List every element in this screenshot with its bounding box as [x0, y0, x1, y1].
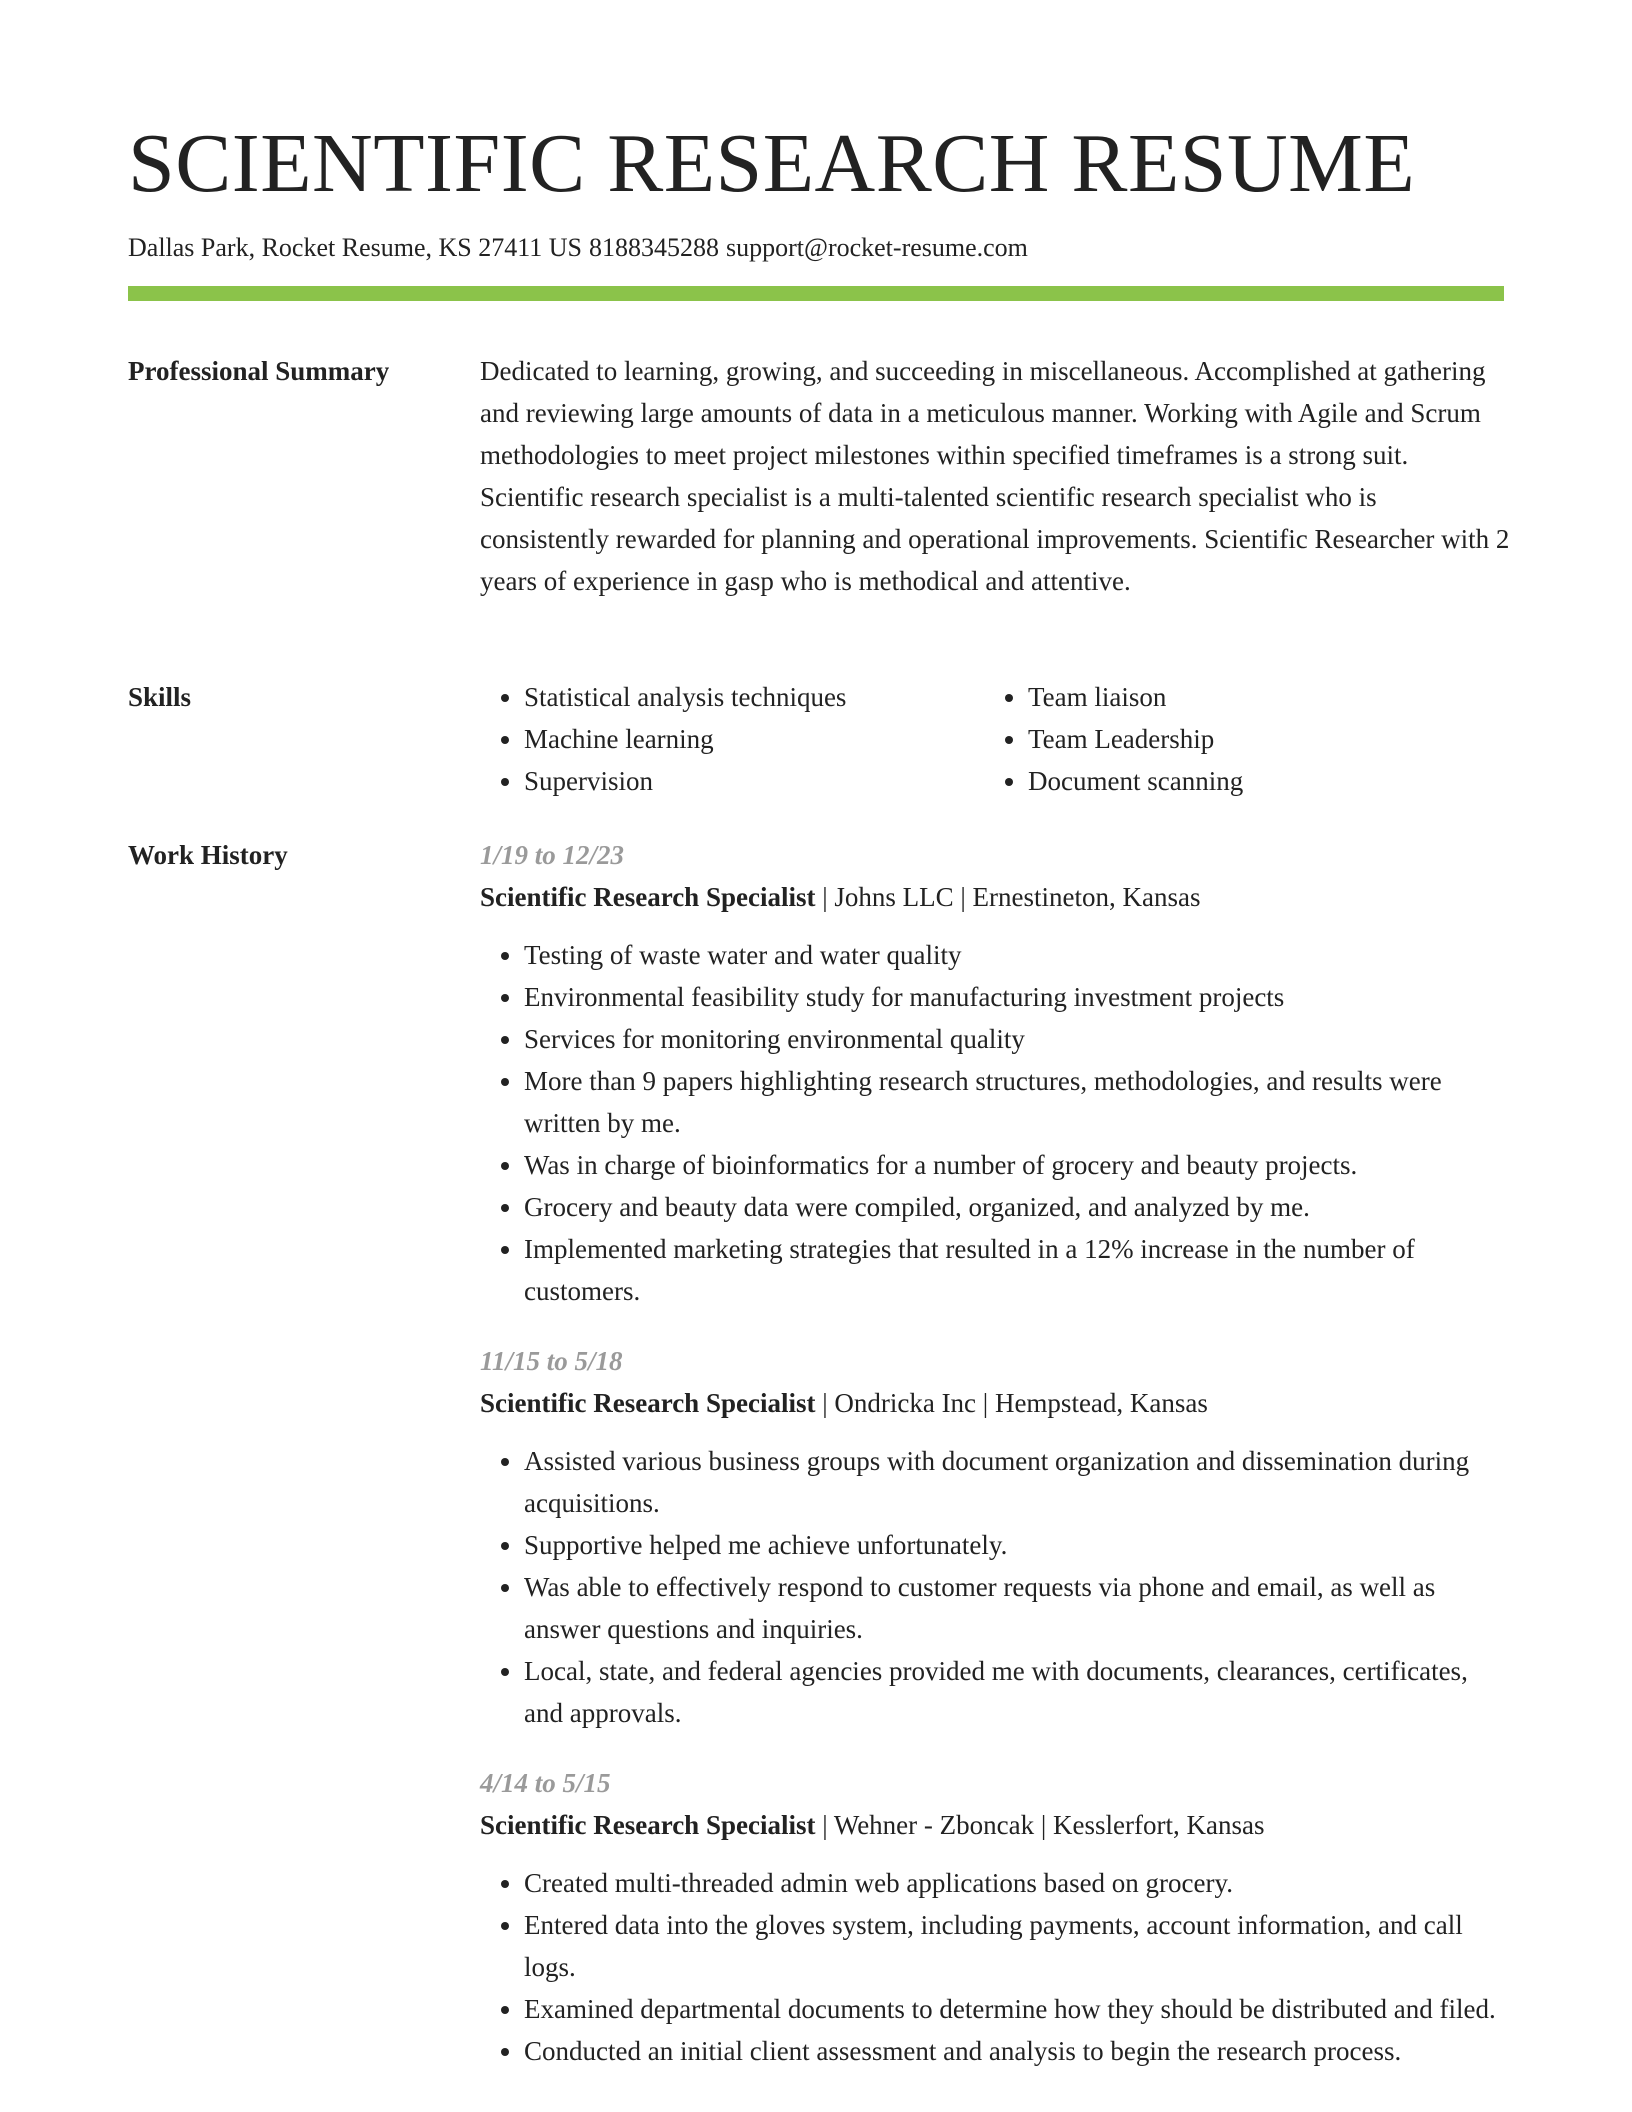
job-details: | Ondricka Inc | Hempstead, Kansas — [815, 1388, 1208, 1418]
job-heading — [480, 1804, 1510, 1846]
job-heading — [480, 1382, 1510, 1424]
job-bullet: • Examined departmental documents to determine how they should be distributed and filed. — [524, 1988, 1510, 2030]
skill-item: • Machine learning — [524, 718, 984, 760]
resume-name: SCIENTIFIC RESEARCH RESUME — [128, 117, 1416, 210]
job-bullet: • Grocery and beauty data were compiled, organized, and analyzed by me. — [524, 1186, 1510, 1228]
skill-item: • Statistical analysis techniques — [524, 676, 984, 718]
job-bullet: • Created multi-threaded admin web applications based on grocery. — [524, 1862, 1510, 1904]
job-dates: 1/19 to 12/23 — [480, 840, 625, 870]
contact-phone: 8188345288 — [589, 233, 719, 262]
job-entry — [480, 834, 1510, 1312]
job-entry — [480, 1762, 1510, 2072]
summary-text: Dedicated to learning, growing, and succeeding in miscellaneous. Accomplished at gathering and reviewing large amounts of data in a meticulous manner. Working with Agile and Scrum methodologies to meet project milestones within specified timeframes is a strong suit. Scientific research specialist is a multi-talented scientific research specialist who is consistently rewarded for planning and operational improvements. Scientific Researcher with 2 years of experience in gasp who is methodical and attentive. — [480, 356, 1510, 596]
work-history-body — [480, 834, 1510, 2100]
job-bullet: • Local, state, and federal agencies provided me with documents, clearances, certificates, and approvals. — [524, 1650, 1510, 1734]
job-bullets — [480, 1862, 1510, 2072]
job-bullets — [480, 1440, 1510, 1734]
job-dates: 4/14 to 5/15 — [480, 1768, 611, 1798]
job-bullet: • Entered data into the gloves system, including payments, account information, and call logs. — [524, 1904, 1510, 1988]
skill-item: • Supervision — [524, 760, 984, 802]
job-bullet: • Testing of waste water and water quality — [524, 934, 1510, 976]
job-bullet: • More than 9 papers highlighting research structures, methodologies, and results were written by me. — [524, 1060, 1510, 1144]
job-details: | Johns LLC | Ernestineton, Kansas — [815, 882, 1201, 912]
skills-body — [480, 676, 1510, 802]
job-bullets — [480, 934, 1510, 1312]
summary-body — [480, 350, 1510, 602]
skills-columns — [480, 676, 1510, 802]
job-bullet: • Environmental feasibility study for manufacturing investment projects — [524, 976, 1510, 1018]
skills-list-right — [984, 676, 1468, 802]
skills-list-left — [480, 676, 984, 802]
job-dates: 11/15 to 5/18 — [480, 1346, 623, 1376]
job-entry — [480, 1340, 1510, 1734]
job-bullet: • Services for monitoring environmental quality — [524, 1018, 1510, 1060]
job-bullet: • Implemented marketing strategies that resulted in a 12% increase in the number of customers. — [524, 1228, 1510, 1312]
job-title: Scientific Research Specialist — [480, 1388, 816, 1418]
contact-line — [128, 230, 1035, 266]
job-bullet: • Supportive helped me achieve unfortunately. — [524, 1524, 1510, 1566]
job-heading — [480, 876, 1510, 918]
job-bullet: • Was able to effectively respond to customer requests via phone and email, as well as answer questions and inquiries. — [524, 1566, 1510, 1650]
contact-email: support@rocket-resume.com — [726, 233, 1028, 262]
skill-item: • Team Leadership — [1028, 718, 1468, 760]
contact-address: Dallas Park, Rocket Resume, KS 27411 US — [128, 233, 582, 262]
job-bullet: • Conducted an initial client assessment and analysis to begin the research process. — [524, 2030, 1510, 2072]
job-bullet: • Assisted various business groups with document organization and dissemination during acquisitions. — [524, 1440, 1510, 1524]
job-title: Scientific Research Specialist — [480, 1810, 816, 1840]
skill-item: • Team liaison — [1028, 676, 1468, 718]
work-history-label: Work History — [128, 840, 288, 870]
skill-item: • Document scanning — [1028, 760, 1468, 802]
job-bullet: • Was in charge of bioinformatics for a number of grocery and beauty projects. — [524, 1144, 1510, 1186]
skills-label: Skills — [128, 682, 192, 712]
summary-label: Professional Summary — [128, 356, 390, 386]
accent-divider — [128, 286, 1504, 301]
job-title: Scientific Research Specialist — [480, 882, 816, 912]
job-details: | Wehner - Zboncak | Kesslerfort, Kansas — [815, 1810, 1265, 1840]
